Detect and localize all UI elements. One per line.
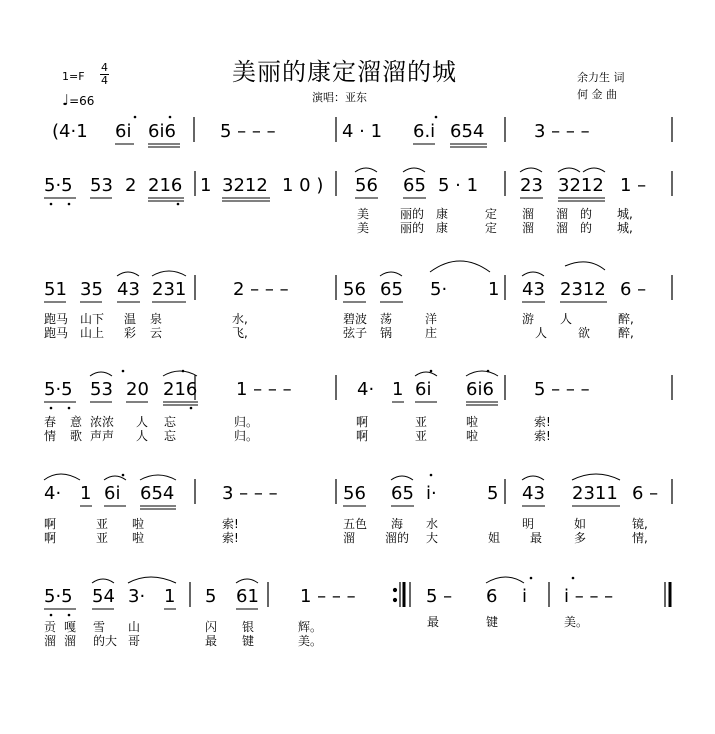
lyric: 欲	[578, 326, 591, 340]
octave-dots	[50, 116, 575, 617]
note-group: 6i	[104, 483, 121, 504]
meter-top: 4	[101, 61, 108, 74]
note-group: 56	[355, 175, 378, 196]
lyric: 定	[485, 207, 498, 221]
note-group: 43	[117, 279, 140, 300]
lyric: 康	[436, 207, 449, 221]
note-group: 43	[522, 279, 545, 300]
lyric: 索!	[222, 517, 239, 531]
note-group: 1	[392, 379, 404, 400]
lyric: 碧波	[343, 312, 368, 326]
note-group: 53	[90, 175, 113, 196]
lyric: 的	[580, 207, 593, 221]
lyric: 姐	[488, 531, 501, 545]
lyric: 亚	[96, 531, 109, 545]
note-group: 5 – – –	[220, 121, 276, 142]
lyric: 洋	[425, 312, 438, 326]
lyric: 如	[574, 517, 587, 531]
quarter-note-icon: ♩	[62, 91, 70, 109]
lyric: 溜	[522, 207, 535, 221]
note-group: 6i6	[466, 379, 494, 400]
lyric: 彩	[124, 326, 137, 340]
lyric: 大	[426, 531, 439, 545]
lyric: 溜的	[385, 531, 410, 545]
lyric: 索!	[222, 531, 239, 545]
lyric: 人	[136, 415, 149, 429]
note-group: 6i	[115, 121, 132, 142]
note-group: 231	[152, 279, 187, 300]
note-group: i	[522, 586, 528, 607]
note-group: 2311	[572, 483, 618, 504]
note-group: 1 – – –	[300, 586, 356, 607]
note-group: 4 · 1	[342, 121, 383, 142]
beams	[44, 144, 620, 609]
lyric: 贡	[44, 620, 57, 634]
lyric: 溜	[44, 634, 57, 648]
note-group: 5	[205, 586, 217, 607]
note-group: 3212	[222, 175, 268, 196]
lyric: 城,	[617, 207, 633, 221]
lyric: 啦	[466, 415, 479, 429]
lyric: 飞,	[232, 326, 248, 340]
lyric: 啊	[44, 517, 57, 531]
lyric: 溜	[556, 221, 569, 235]
lyric: 人	[560, 312, 573, 326]
note-group: 5 –	[426, 586, 453, 607]
note-group: 65	[391, 483, 414, 504]
lyric: 定	[485, 221, 498, 235]
note-group: 43	[522, 483, 545, 504]
song-title: 美丽的康定溜溜的城	[232, 58, 457, 86]
lyric: 弦子	[343, 326, 368, 340]
note-group: 6i6	[148, 121, 176, 142]
lyric: 辉。	[298, 620, 323, 634]
lyric: 人	[535, 326, 548, 340]
lyric: 美。	[298, 634, 323, 648]
note-group: 5·5	[44, 175, 73, 196]
lyric: 索!	[534, 415, 551, 429]
lyric: 镜,	[632, 517, 648, 531]
lyric: 归。	[234, 415, 259, 429]
lyric: 跑马	[44, 312, 69, 326]
lyric: 荡	[380, 312, 393, 326]
lyric: 丽的	[400, 221, 425, 235]
note-group: 6 –	[620, 279, 647, 300]
note-group: 5·5	[44, 379, 73, 400]
note-group: 1	[200, 175, 212, 196]
lyric: 的大	[93, 634, 118, 648]
lyric: 锅	[380, 326, 393, 340]
lyric: 温	[124, 312, 137, 326]
lyric: 人	[136, 429, 149, 443]
lyric: 的	[580, 221, 593, 235]
lyric: 美。	[564, 615, 589, 629]
lyric: 云	[150, 326, 163, 340]
note-group: 3 – – –	[534, 121, 590, 142]
note-group: 216	[148, 175, 183, 196]
composer-credit: 何 金 曲	[577, 88, 617, 101]
note-group: 54	[92, 586, 115, 607]
lyric: 亚	[415, 429, 428, 443]
lyric: 啊	[356, 415, 369, 429]
lyric: 亚	[415, 415, 428, 429]
note-group: 53	[90, 379, 113, 400]
lyric: 啊	[356, 429, 369, 443]
note-group: 6 –	[632, 483, 659, 504]
repeat-sign	[394, 582, 405, 607]
lyric: 归。	[234, 429, 259, 443]
lyric: 春	[44, 415, 57, 429]
slurs	[44, 168, 620, 583]
lyric: 庄	[425, 326, 438, 340]
lyric: 最	[427, 615, 440, 629]
note-group: 51	[44, 279, 67, 300]
note-group: 1	[80, 483, 92, 504]
lyric: 山下	[80, 312, 105, 326]
lyric: 跑马	[44, 326, 69, 340]
lyric: 歌	[70, 429, 83, 443]
note-group: 5 – – –	[534, 379, 590, 400]
tempo-value: =66	[69, 94, 95, 108]
note-group: 65	[380, 279, 403, 300]
note-group: i – – –	[564, 586, 614, 607]
note-group: 6i	[415, 379, 432, 400]
note-group: 4·	[357, 379, 375, 400]
lyric: 溜	[522, 221, 535, 235]
lyric: 情	[44, 429, 57, 443]
note-group: 20	[126, 379, 149, 400]
note-group: 1 0 )	[282, 175, 324, 196]
lyric: 泉	[150, 312, 163, 326]
lyric: 溜	[343, 531, 356, 545]
note-group: 2312	[560, 279, 606, 300]
lyric: 醉,	[618, 326, 634, 340]
note-group: 2	[125, 175, 137, 196]
note-group: 61	[236, 586, 259, 607]
note-group: 56	[343, 483, 366, 504]
lyric: 啦	[466, 429, 479, 443]
note-group: 5 · 1	[438, 175, 479, 196]
lyric: 多	[574, 531, 587, 545]
lyric: 啊	[44, 531, 57, 545]
lyric: 丽的	[400, 207, 425, 221]
note-group: 5·5	[44, 586, 73, 607]
note-group: (4·1	[52, 121, 88, 142]
lyric: 溜	[556, 207, 569, 221]
lyric: 哥	[128, 634, 141, 648]
note-group: 1	[164, 586, 176, 607]
lyric: 美	[357, 207, 370, 221]
note-group: 65	[403, 175, 426, 196]
note-group: 216	[163, 379, 198, 400]
note-group: 2 – – –	[233, 279, 289, 300]
singer-credit: 演唱：亚东	[312, 91, 367, 104]
key-signature: 1=F	[62, 70, 85, 83]
lyric: 五色	[343, 517, 368, 531]
lyricist-credit: 余力生 词	[577, 71, 625, 84]
lyric: 啦	[132, 531, 145, 545]
note-group: 1	[488, 279, 500, 300]
note-group: 23	[520, 175, 543, 196]
lyric: 声声	[90, 429, 115, 443]
lyric: 海	[391, 517, 404, 531]
lyric: 意	[70, 415, 83, 429]
lyric: 忘	[164, 415, 177, 429]
lyric: 溜	[64, 634, 77, 648]
lyric: 忘	[164, 429, 177, 443]
lyric: 最	[530, 531, 543, 545]
lyric: 键	[486, 615, 499, 629]
barlines	[190, 117, 672, 607]
note-group: 5·	[430, 279, 448, 300]
note-group: 1 – – –	[236, 379, 292, 400]
lyric: 水,	[232, 312, 248, 326]
note-group: i·	[426, 483, 437, 504]
lyric: 明	[522, 517, 535, 531]
note-group: 1 –	[620, 175, 647, 196]
note-group: 3·	[128, 586, 146, 607]
lyric: 银	[242, 620, 255, 634]
note-group: 6	[486, 586, 498, 607]
lyric: 水	[426, 517, 439, 531]
note-group: 56	[343, 279, 366, 300]
meter-bottom: 4	[101, 74, 108, 87]
lyric: 索!	[534, 429, 551, 443]
lyric: 山上	[80, 326, 105, 340]
lyric: 山	[128, 620, 141, 634]
lyric: 雪	[93, 620, 106, 634]
lyric: 最	[205, 634, 218, 648]
note-group: 6.i	[413, 121, 436, 142]
note-group: 4·	[44, 483, 62, 504]
lyric: 美	[357, 221, 370, 235]
lyric: 游	[522, 312, 535, 326]
lyric: 浓浓	[90, 415, 115, 429]
lyric: 闪	[205, 620, 218, 634]
lyric: 康	[436, 221, 449, 235]
lyric: 键	[242, 634, 255, 648]
note-group: 654	[140, 483, 175, 504]
note-group: 35	[80, 279, 103, 300]
note-group: 5	[487, 483, 499, 504]
note-group: 3212	[558, 175, 604, 196]
lyric: 亚	[96, 517, 109, 531]
lyric: 城,	[617, 221, 633, 235]
lyric: 啦	[132, 517, 145, 531]
note-group: 3 – – –	[222, 483, 278, 504]
note-group: 654	[450, 121, 485, 142]
lyric: 嘎	[64, 620, 77, 634]
lyric: 醉,	[618, 312, 634, 326]
lyric: 情,	[632, 531, 648, 545]
